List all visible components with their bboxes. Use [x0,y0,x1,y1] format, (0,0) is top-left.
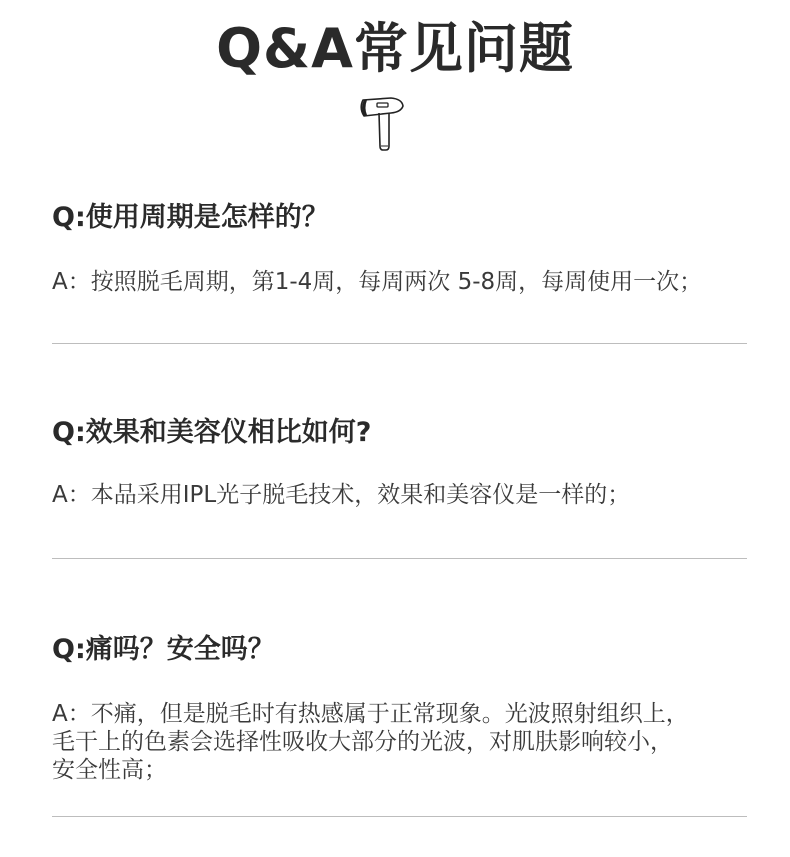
faq-question: Q:使用周期是怎样的？ [52,202,329,233]
faq-answer: A：本品采用IPL光子脱毛技术，效果和美容仪是一样的； [52,482,631,508]
divider [52,343,747,344]
faq-answer-line: A：不痛，但是脱毛时有热感属于正常现象。光波照射组织上， [52,701,689,727]
faq-answer-line: 毛干上的色素会选择性吸收大部分的光波，对肌肤影响较小， [52,729,673,755]
faq-answer-line: 安全性高； [52,757,167,783]
faq-answer [52,700,752,784]
ipl-device-icon [355,94,407,156]
divider [52,558,747,559]
faq-item [52,200,752,296]
faq-question: Q:效果和美容仪相比如何? [52,417,372,448]
faq-item [52,415,752,509]
page-title: Q&A常见问题 [216,17,574,80]
divider [52,816,747,817]
faq-item [52,632,752,784]
faq-question: Q:痛吗？安全吗？ [52,634,275,665]
faq-answer: A：按照脱毛周期，第1-4周，每周两次 5-8周，每周使用一次； [52,269,703,295]
